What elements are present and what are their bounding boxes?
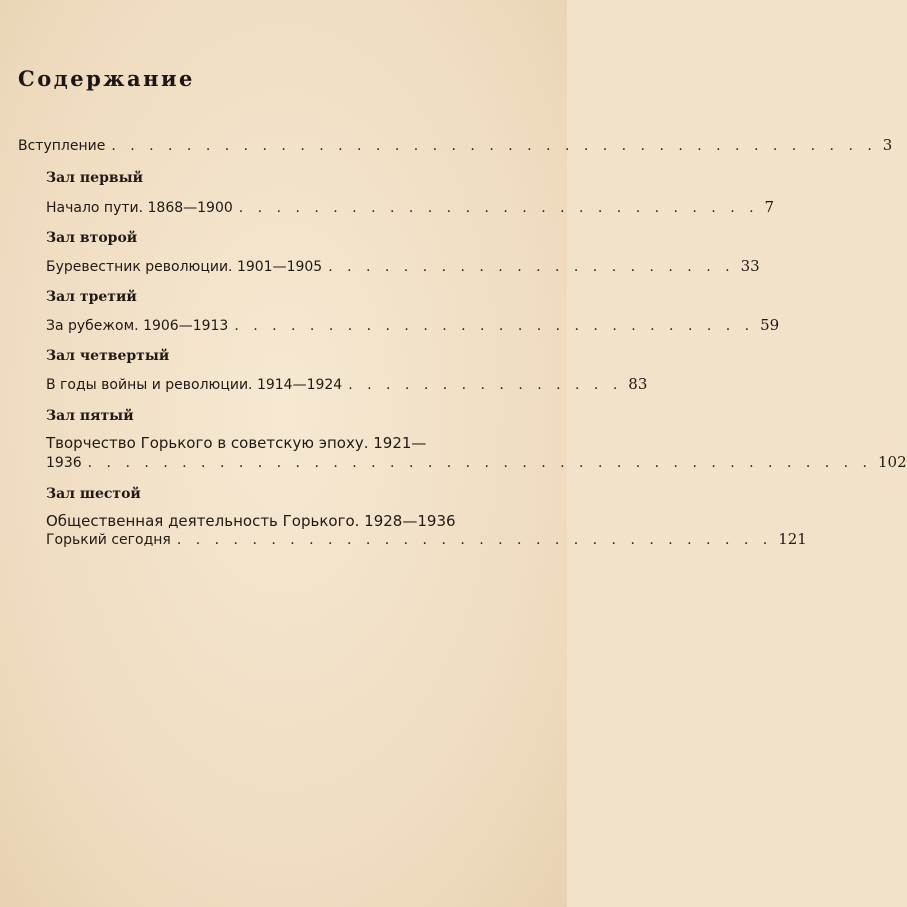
toc-section-heading: Зал второй [46,230,138,246]
toc-page-number: 3 [882,136,893,154]
toc-entry: За рубежом. 1906—1913 . . . . . . . . . . . . . . . . . . . . . . . . . . . . 59 [46,316,780,334]
page-title: Содержание [18,66,195,91]
toc-entry: 1936 . . . . . . . . . . . . . . . . . . . . . . . . . . . . . . . . . . . . . . . . . . 102 [46,453,907,471]
toc-section-heading: Зал первый [46,170,144,186]
toc-page-number: 83 [628,375,648,393]
toc-entry: В годы войны и революции. 1914—1924 . . . . . . . . . . . . . . . 83 [46,375,648,393]
toc-entry-label: Начало пути. 1868—1900 [46,200,233,216]
toc-entry-intro: Вступление . . . . . . . . . . . . . . . . . . . . . . . . . . . . . . . . . . . . . . . . . 3 [18,136,893,154]
toc-page-number: 102 [878,453,907,471]
toc-section-heading: Зал четвертый [46,348,170,364]
toc-page-number: 59 [760,316,780,334]
toc-page-number: 7 [764,198,775,216]
toc-entry-label-continued: Горький сегодня [46,532,171,548]
toc-entry-label-continued: 1936 [46,455,82,471]
toc-entry-label: Общественная деятельность Горького. 1928—1936 [46,512,456,530]
toc-entry-label: В годы войны и революции. 1914—1924 [46,377,343,393]
toc-entry: Начало пути. 1868—1900 . . . . . . . . . . . . . . . . . . . . . . . . . . . . 7 [46,198,775,216]
toc-entry-label: Вступление [18,138,106,154]
toc-entry-label: Творчество Горького в советскую эпоху. 1921— [46,434,427,452]
toc-section-heading: Зал третий [46,289,137,305]
toc-entry-label: Буревестник революции. 1901—1905 [46,259,323,275]
toc-section-heading: Зал пятый [46,408,134,424]
toc-entry: Буревестник революции. 1901—1905 . . . . . . . . . . . . . . . . . . . . . . 33 [46,257,760,275]
toc-page-number: 33 [740,257,760,275]
toc-page-number: 121 [778,530,807,548]
toc-entry-label: За рубежом. 1906—1913 [46,318,229,334]
toc-entry: Горький сегодня . . . . . . . . . . . . . . . . . . . . . . . . . . . . . . . . 121 [46,530,807,548]
toc-section-heading: Зал шестой [46,486,141,502]
